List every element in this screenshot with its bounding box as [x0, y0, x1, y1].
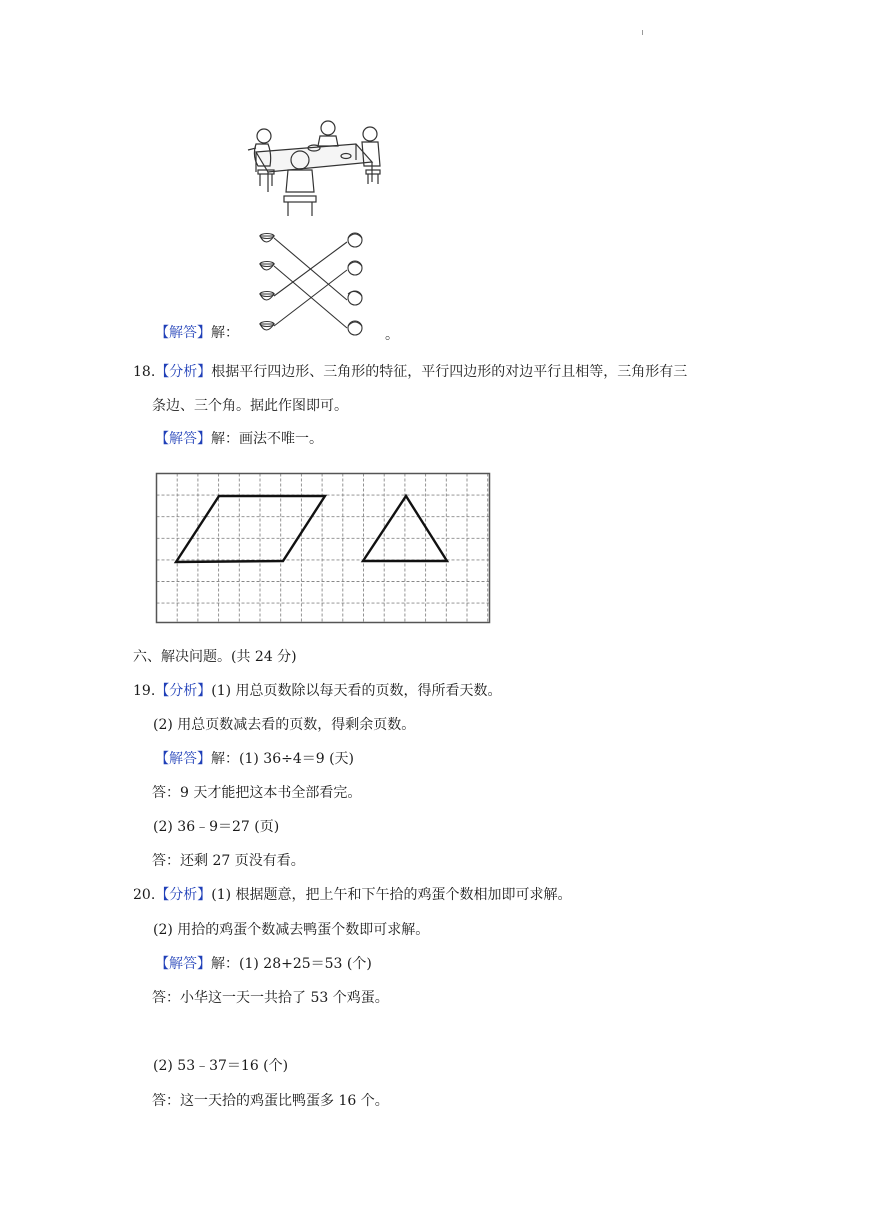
page-mark — [642, 30, 643, 35]
answer-tag: 【解答】 — [155, 325, 211, 341]
children-table-illustration — [238, 120, 388, 222]
analysis-tag: 【分析】 — [155, 683, 212, 699]
q19-reply-1: 答：9 天才能把这本书全部看完。 — [152, 785, 362, 801]
q20-answer-2: (2) 53﹣37＝16 (个) — [153, 1058, 289, 1074]
q20-reply-2: 答：这一天拾的鸡蛋比鸭蛋多 16 个。 — [152, 1093, 389, 1109]
analysis-text: (1) 用总页数除以每天看的页数，得所看天数。 — [211, 683, 502, 699]
parallelogram — [176, 496, 325, 562]
bowl-matching-diagram — [254, 228, 376, 340]
q20-answer-1 — [155, 954, 372, 974]
q19-answer-2: (2) 36﹣9＝27 (页) — [153, 819, 280, 835]
question-number: 19. — [133, 683, 156, 699]
answer-tag: 【解答】 — [155, 431, 211, 447]
question-number: 20. — [133, 887, 156, 903]
q17-period: 。 — [385, 327, 399, 343]
q18-analysis-line1 — [133, 362, 687, 382]
grid-shapes-figure — [155, 472, 493, 626]
q19-analysis-1 — [133, 681, 502, 701]
analysis-tag: 【分析】 — [155, 364, 212, 380]
q19-answer-1 — [155, 749, 354, 769]
q17-answer — [155, 323, 239, 343]
question-number: 18. — [133, 364, 156, 380]
analysis-tag: 【分析】 — [155, 887, 212, 903]
analysis-text: 根据平行四边形、三角形的特征，平行四边形的对边平行且相等，三角形有三 — [211, 364, 688, 380]
q20-analysis-1 — [133, 885, 572, 905]
q20-reply-1: 答：小华这一天一共拾了 53 个鸡蛋。 — [152, 990, 389, 1006]
answer-tag: 【解答】 — [155, 956, 211, 972]
q18-analysis-line2: 条边、三个角。据此作图即可。 — [152, 398, 348, 414]
q19-reply-2: 答：还剩 27 页没有看。 — [152, 853, 305, 869]
answer-text: 解：(1) 36÷4＝9 (天) — [211, 751, 355, 767]
q18-answer — [155, 429, 323, 449]
analysis-text: (1) 根据题意，把上午和下午拾的鸡蛋个数相加即可求解。 — [211, 887, 572, 903]
q19-analysis-2: (2) 用总页数减去看的页数，得剩余页数。 — [153, 717, 416, 733]
answer-text: 解：画法不唯一。 — [211, 431, 323, 447]
answer-text: 解： — [211, 325, 239, 341]
q20-analysis-2: (2) 用拾的鸡蛋个数减去鸭蛋个数即可求解。 — [153, 922, 430, 938]
section-6-title: 六、解决问题。(共 24 分) — [133, 649, 297, 665]
answer-tag: 【解答】 — [155, 751, 211, 767]
answer-text: 解：(1) 28+25＝53 (个) — [211, 956, 372, 972]
